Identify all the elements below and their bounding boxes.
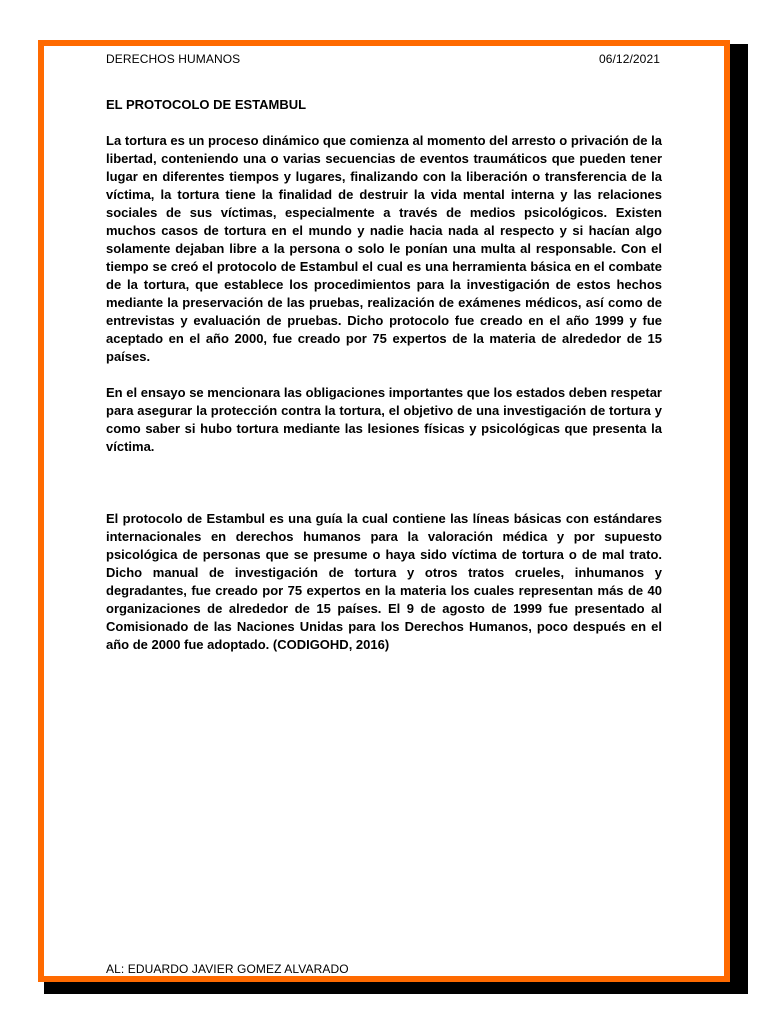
paragraph-1: La tortura es un proceso dinámico que comienza al momento del arresto o privación de la libertad, conteniendo una o varias secuencias de eventos traumáticos que pueden tener lugar en diferentes tiempos y lugares, finalizando con la liberación o transferencia de la víctima, la tortura tiene la finalidad de destruir la vida mental interna y las relaciones sociales de sus víctimas, especialmente a través de medios psicológicos. Existen muchos casos de tortura en el mundo y nadie hacia nada al respecto y si hacían algo solamente dejaban libre a la persona o solo le ponían una multa al responsable. Con el tiempo se creó el protocolo de Estambul el cual es una herramienta básica en el combate de la tortura, que establece los procedimientos para la investigación de estos hechos mediante la preservación de las pruebas, realización de exámenes médicos, así como de entrevistas y evaluación de pruebas. Dicho protocolo fue creado en el año 1999 y fue aceptado en el año 2000, fue creado por 75 expertos de la materia de alrededor de 15 países. xyxy=(106,133,662,364)
document-body xyxy=(106,96,662,672)
paragraph-2: En el ensayo se mencionara las obligaciones importantes que los estados deben respetar para asegurar la protección contra la tortura, el objetivo de una investigación de tortura y como saber si hubo tortura mediante las lesiones físicas y psicológicas que presenta la víctima. xyxy=(106,385,662,454)
document-page xyxy=(38,40,730,982)
header-date: 06/12/2021 xyxy=(598,52,660,66)
footer-author: AL: EDUARDO JAVIER GOMEZ ALVARADO xyxy=(106,962,349,976)
header-subject: DERECHOS HUMANOS xyxy=(106,52,241,66)
document-title: EL PROTOCOLO DE ESTAMBUL xyxy=(106,97,307,112)
paragraph-3: El protocolo de Estambul es una guía la cual contiene las líneas básicas con estándares internacionales en derechos humanos para la valoración médica y por supuesto psicológica de personas que se presume o haya sido víctima de tortura o de mal trato. Dicho manual de investigación de tortura y otros tratos crueles, inhumanos y degradantes, fue creado por 75 expertos en la materia los cuales representan más de 40 organizaciones de alrededor de 15 países. El 9 de agosto de 1999 fue presentado al Comisionado de las Naciones Unidas para los Derechos Humanos, poco después en el año de 2000 fue adoptado. (CODIGOHD, 2016) xyxy=(106,511,662,652)
